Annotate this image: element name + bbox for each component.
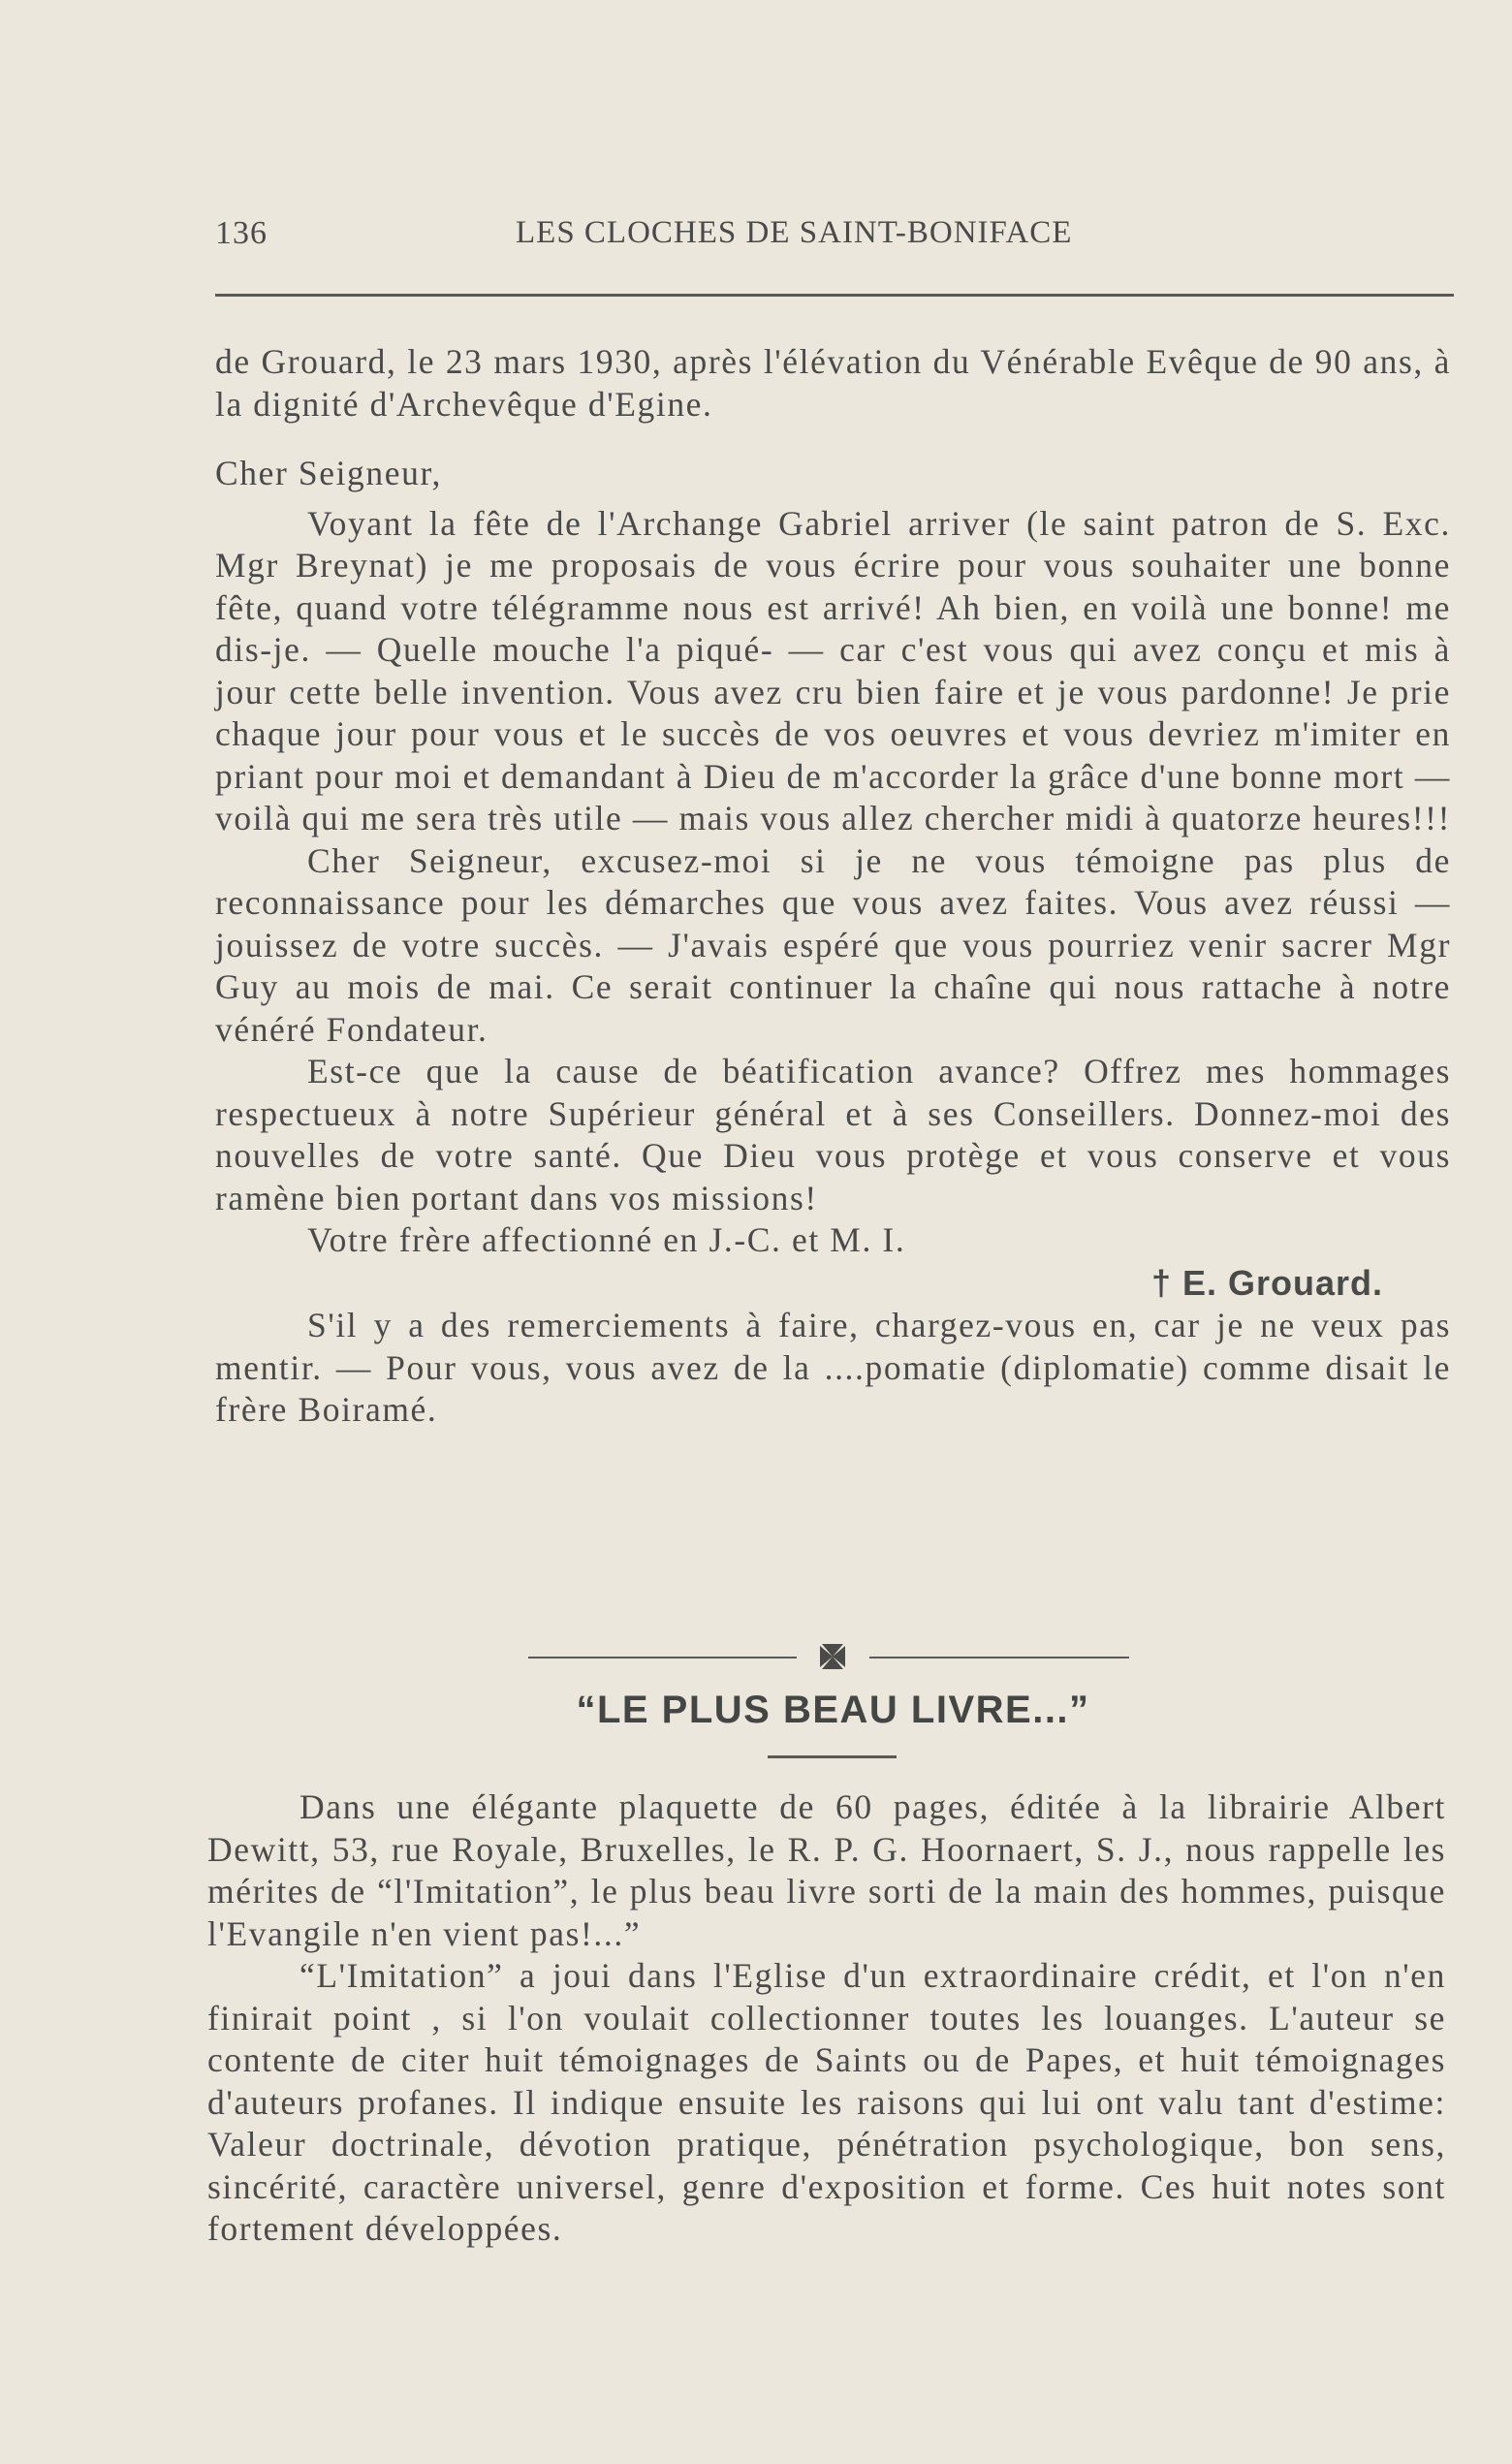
letter-salutation: Cher Seigneur, [215, 454, 442, 492]
letter-paragraph: Est-ce que la cause de béatification avance? Offrez mes hommages respectueux à notre Supérieur général et à ses Conseillers. Donnez-moi des nouvelles de votre santé. Que Dieu vous protège et vous conserve et vous ramène bien portant dans vos missions! [215, 1052, 1451, 1217]
article-paragraph: Dans une élégante plaquette de 60 pages, éditée à la librairie Albert Dewitt, 53, rue Royale, Bruxelles, le R. P. G. Hoornaert, S. J., nous rappelle les mérites de “l'Imitation”, le plus beau livre sorti de la main des hommes, puisque l'Evangile n'en vient pas!...” [207, 1787, 1446, 1953]
letter-section [215, 341, 1451, 1432]
title-underline [768, 1755, 897, 1758]
article-section [207, 1786, 1446, 2251]
article-paragraph: “L'Imitation” a joui dans l'Eglise d'un extraordinaire crédit, et l'on n'en finirait point , si l'on voulait collectionner toutes les louanges. L'auteur se contente de citer huit témoignages de Saints ou de Papes, et huit témoignages d'auteurs profanes. Il indique ensuite les raisons qui lui ont valu tant d'estime: Valeur doctrinale, dévotion pratique, pénétration psychologique, bon sens, sincérité, caractère universel, genre d'exposition et forme. Ces huit notes sont fortement développées. [207, 1956, 1446, 2248]
letter-paragraph: Voyant la fête de l'Archange Gabriel arriver (le saint patron de S. Exc. Mgr Breynat) je me proposais de vous écrire pour vous souhaiter une bonne fête, quand votre télégramme nous est arrivé! Ah bien, en voilà une bonne! me dis-je. — Quelle mouche l'a piqué- — car c'est vous qui avez conçu et mis à jour cette belle invention. Vous avez cru bien faire et je vous pardonne! Je prie chaque jour pour vous et le succès de vos oeuvres et vous devriez m'imiter en priant pour moi et demandant à Dieu de m'accorder la grâce d'une bonne mort — voilà qui me sera très utile — mais vous allez chercher midi à quatorze heures!!! [215, 503, 1452, 837]
ornament-rule-left [528, 1657, 797, 1658]
signature: † E. Grouard. [1150, 1262, 1383, 1303]
signature-line [215, 1262, 1451, 1306]
section-ornament [528, 1640, 1129, 1675]
letter-closing: Votre frère affectionné en J.-C. et M. I. [307, 1220, 906, 1259]
letter-paragraph: Cher Seigneur, excusez-moi si je ne vous témoigne pas plus de reconnaissance pour les démarches que vous avez faites. Vous avez réussi — jouissez de votre succès. — J'avais espéré que vous pourriez venir sacrer Mgr Guy au mois de mai. Ce serait continuer la chaîne qui nous rattache à notre vénéré Fondateur. [215, 840, 1451, 1049]
article-title: “LE PLUS BEAU LIVRE...” [576, 1689, 1090, 1731]
letter-intro: de Grouard, le 23 mars 1930, après l'élévation du Vénérable Evêque de 90 ans, à la dignité d'Archevêque d'Egine. [215, 342, 1451, 424]
running-title: LES CLOCHES DE SAINT-BONIFACE [516, 215, 1073, 250]
header-rule [215, 294, 1454, 297]
ornament-rule-right [869, 1657, 1129, 1658]
letter-postscript: S'il y a des remerciements à faire, chargez-vous en, car je ne veux pas mentir. — Pour vous, vous avez de la ....pomatie (diplomatie) comme disait le frère Boiramé. [215, 1306, 1451, 1429]
page-header [215, 215, 1451, 264]
page-number: 136 [215, 215, 268, 251]
maltese-cross-icon [816, 1640, 849, 1673]
